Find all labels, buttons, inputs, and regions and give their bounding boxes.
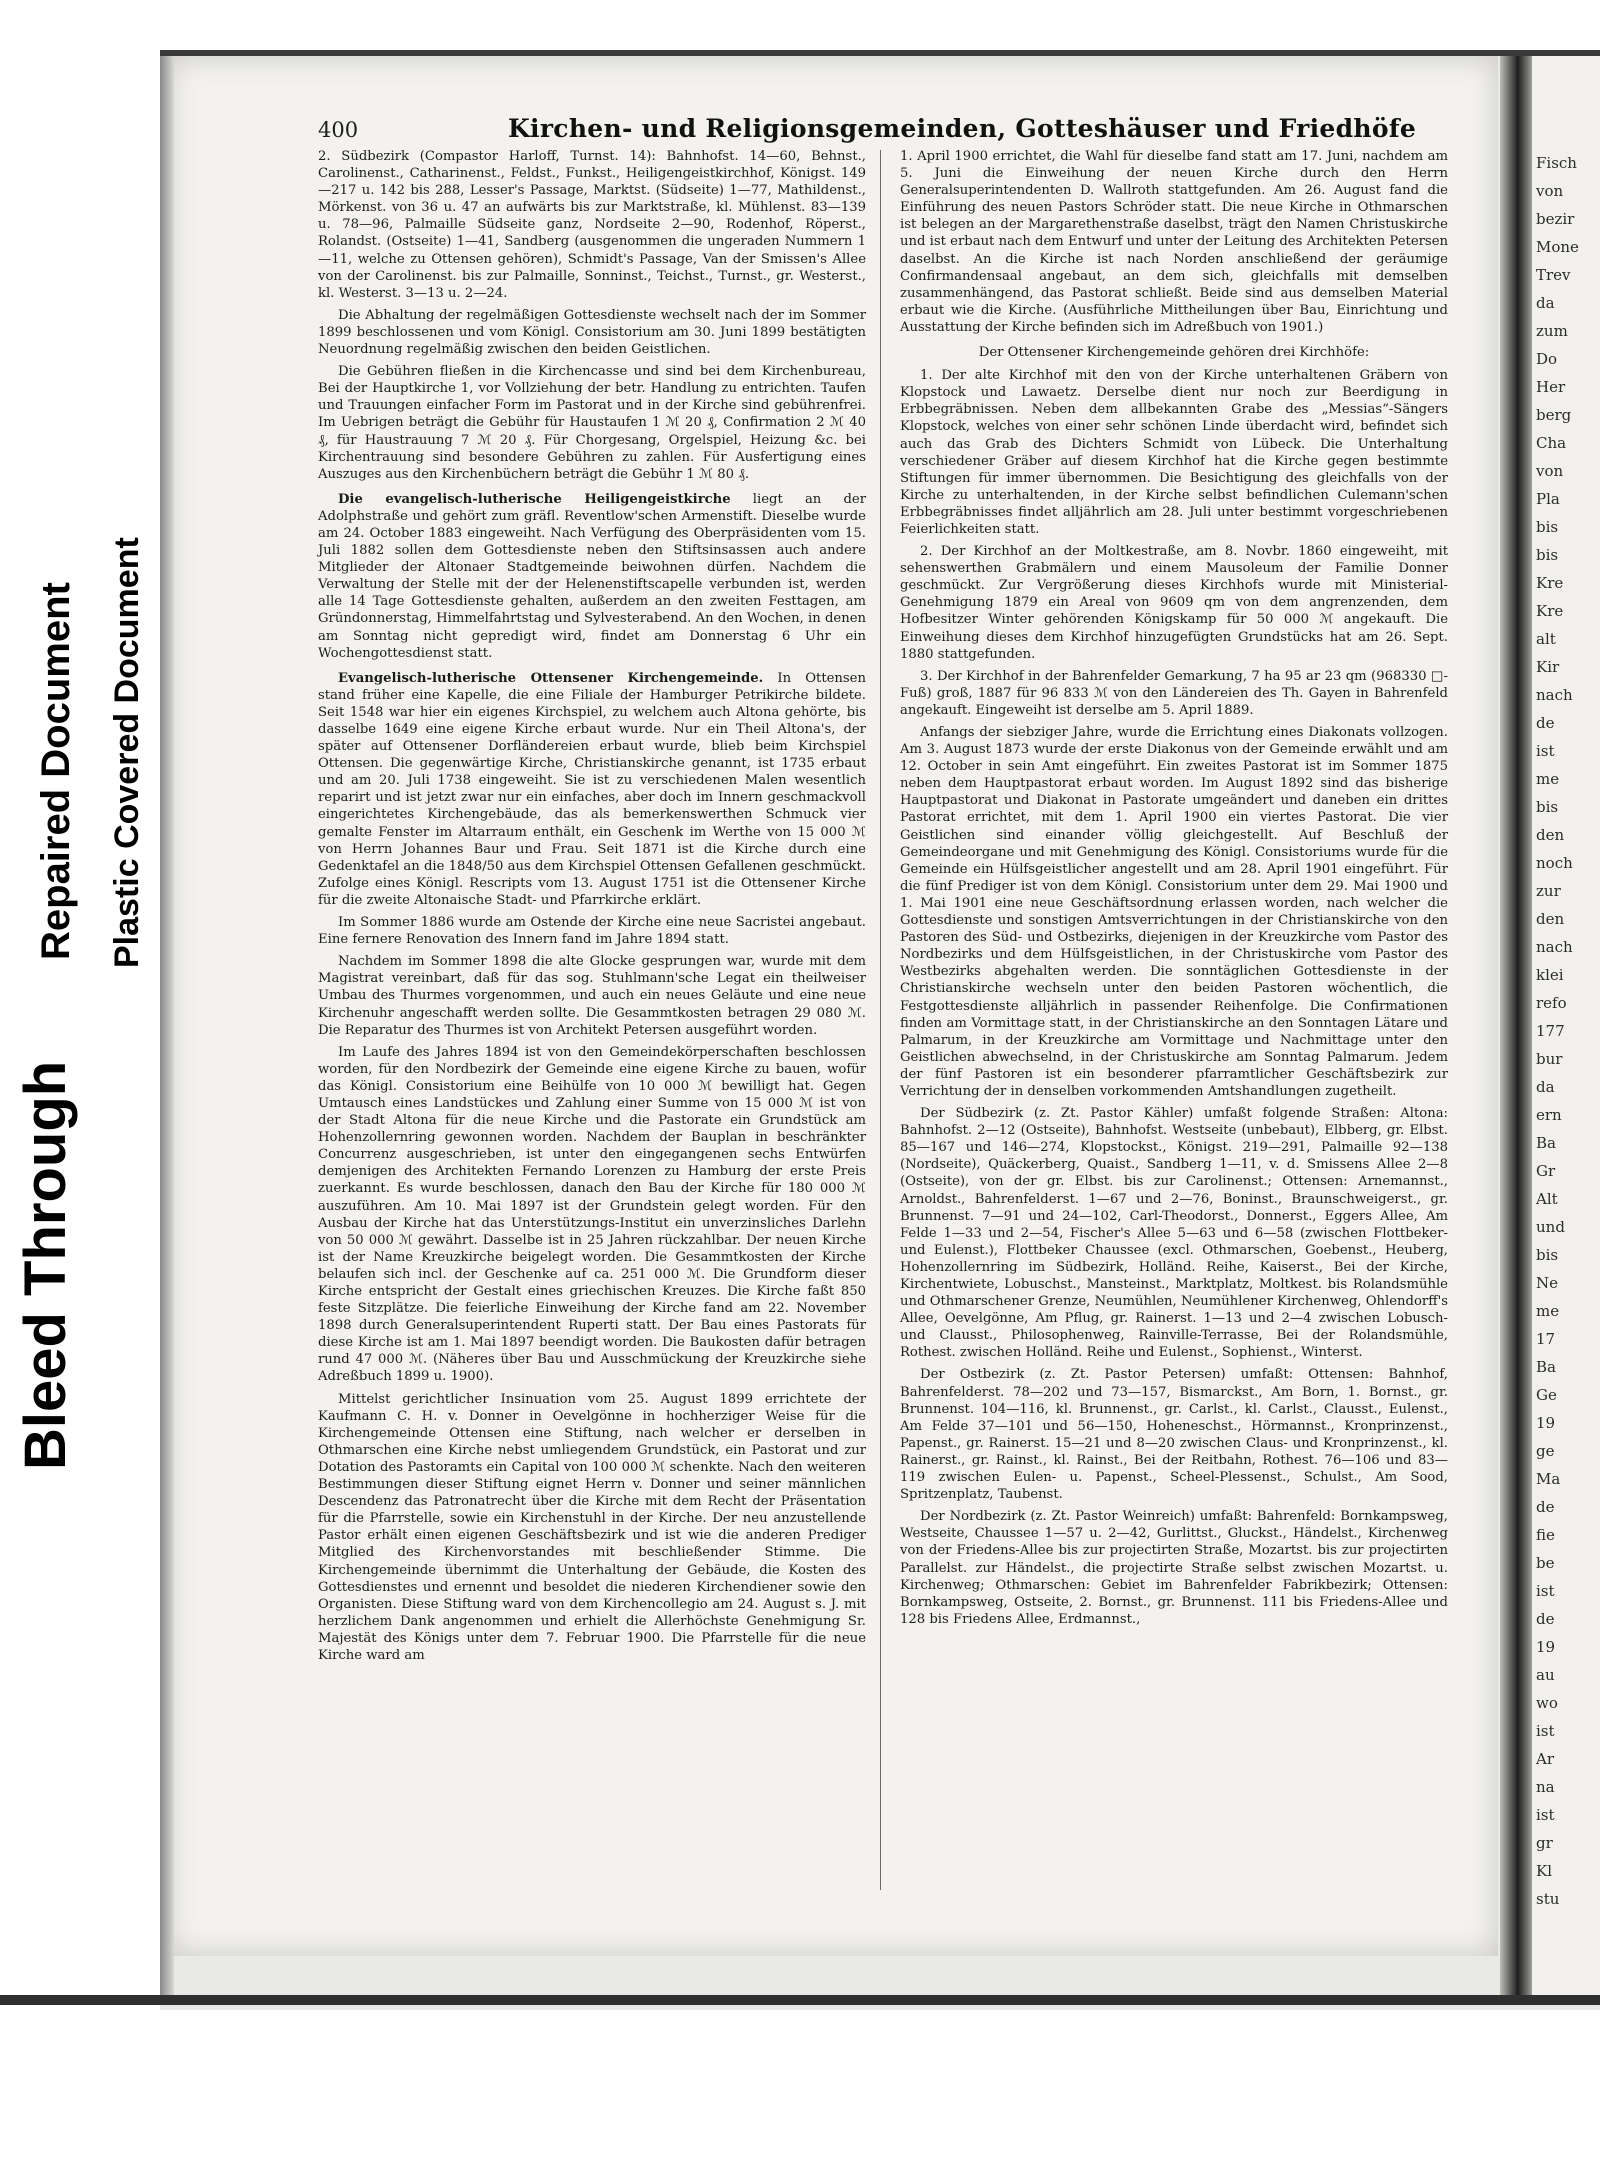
facing-page-text: Her <box>1536 378 1566 396</box>
scan-bottom-edge <box>0 1995 1600 2005</box>
facing-page-text: refo <box>1536 994 1567 1012</box>
facing-page-text: de <box>1536 1498 1555 1516</box>
facing-page-text: ist <box>1536 1722 1555 1740</box>
facing-page-text: 177 <box>1536 1022 1565 1040</box>
facing-page-text: von <box>1536 182 1564 200</box>
paragraph: Anfangs der siebziger Jahre, wurde die Errichtung eines Diakonats vollzogen. Am 3. August 1873 wurde der erste Diakonus von der Gemeinde erwählt und am 12. October in sein Amt eingeführt. Ein zweites Pastorat ist im Sommer 1875 neben dem Hauptpastorat erbaut worden. Im August 1892 sind das bisherige Hauptpastorat und Diakonat in Pastorate umgeändert und daneben ein drittes Pastorat errichtet, mit dem 1. April 1900 ein viertes Pastorat. Die vier Geistlichen sind einander völlig gleichgestellt. Auf Beschluß der Gemeindeorgane und mit Genehmigung des Königl. Consistoriums wurde für die Gemeinde ein Hülfsgeistlicher angestellt und am 28. April 1901 eingeführt. Für die fünf Prediger ist von dem Königl. Consistorium unter dem 29. Mai 1900 und 1. Mai 1901 eine neue Geschäftsordnung erlassen worden, nach welcher die Gottesdienste und sonstigen Amtsverrichtungen in der Christianskirche von den Pastoren des Süd- und Ostbezirks, diejenigen in der Kreuzkirche vom Pastor des Nordbezirks und dem Hülfsgeistlichen, in der Christuskirche vom Pastor des Westbezirks abgehalten werden. Die sonntäglichen Gottesdienste in der Christianskirche wechseln unter den beiden Pastoren wöchentlich, die Festgottesdienste alljährlich in passender Reihenfolge. Die Confirmationen finden am Vormittage statt, in der Christianskirche an den Sonntagen Lätare und Palmarum, in der Kreuzkirche am Vormittage und Nachmittage unter den Geistlichen abwechselnd, in der Christuskirche am Sonntag Palmarum. Jedem der fünf Pastoren ist ein besonderer pfarramtlicher Geschäftsbezirk zur Verrichtung der in denselben vorkommenden Amtshandlungen zugetheilt. <box>900 725 1448 1099</box>
facing-page-text: Kl <box>1536 1862 1553 1880</box>
facing-page-text: Ma <box>1536 1470 1561 1488</box>
facing-page-text: fie <box>1536 1526 1555 1544</box>
paragraph: Der Ostbezirk (z. Zt. Pastor Petersen) umfaßt: Ottensen: Bahnhof, Bahrenfelderst. 78—202 und 73—157, Bismarckst., Am Born, 1. Bornst., gr. Brunnenst. 104—116, kl. Brunnenst., gr. Carlst., kl. Carlst., Clausst., Eulenst., Am Felde 37—101 und 56—150, Hoheneschst., Hörmannst., Kronprinzenst., Papenst., gr. Rainerst. 15—21 und 8—20 zwischen Claus- und Kronprinzenst., kl. Rainerst., gr. Rainst., kl. Rainst., Bei der Reitbahn, Rothest. 76—106 und 83—119 zwischen Eulen- u. Papenst., Scheel-Plessenst., Schulst., Am Sood, Spritzenplatz, Taubenst. <box>900 1367 1448 1503</box>
paragraph: Die Abhaltung der regelmäßigen Gottesdienste wechselt nach der im Sommer 1899 beschlossenen und vom Königl. Consistorium am 30. Juni 1899 bestätigten Neuordnung regelmäßig zwischen den beiden Geistlichen. <box>318 307 866 358</box>
paragraph: Der Nordbezirk (z. Zt. Pastor Weinreich) umfaßt: Bahrenfeld: Bornkampsweg, Westseite, Chaussee 1—57 u. 2—42, Gurlittst., Gluckst., Händelst., Kirchenweg von der Friedens-Allee bis zur projectirten Straße, Mozartst. bis zur projectirten Parallelst. zur Händelst., die projectirte Straße selbst zwischen Mozartst. u. Kirchenweg; Othmarschen: Gebiet im Bahrenfelder Fabrikbezirk; Ottensen: Bornkampsweg, Ostseite, 2. Bornst., gr. Brunnenst. 111 bis Friedens-Allee und 128 bis Friedens Allee, Erdmannst., <box>900 1509 1448 1627</box>
facing-page-text: nach <box>1536 686 1573 704</box>
facing-page-text: bis <box>1536 1246 1559 1264</box>
facing-page-text: noch <box>1536 854 1573 872</box>
facing-page-text: au <box>1536 1666 1555 1684</box>
page-number: 400 <box>318 118 359 142</box>
facing-page-text: Kre <box>1536 574 1564 592</box>
facing-page-text: 17 <box>1536 1330 1556 1348</box>
book-gutter <box>1500 56 1532 1996</box>
facing-page-text: bezir <box>1536 210 1575 228</box>
facing-page-text: me <box>1536 1302 1560 1320</box>
facing-page-text: ist <box>1536 1806 1555 1824</box>
facing-page-text: Ne <box>1536 1274 1559 1292</box>
facing-page-text: zum <box>1536 322 1568 340</box>
facing-page-text: Alt <box>1536 1190 1558 1208</box>
paragraph: 2. Der Kirchhof an der Moltkestraße, am 8. Novbr. 1860 eingeweiht, mit sehenswerthen Grabmälern und einem Mausoleum der Familie Donner geschmückt. Zur Vergrößerung dieses Kirchhofs wurde mit Ministerial-Genehmigung 1879 ein Areal von 9609 qm von dem angrenzenden, dem Hofbesitzer Winter gehörenden Königskamp für 50 000 ℳ angekauft. Die Einweihung dieses dem Kirchhof hinzugefügten Grundstücks hat am 26. Sept. 1880 stattgefunden. <box>900 544 1448 662</box>
facing-page-text: wo <box>1536 1694 1558 1712</box>
facing-page-text: bis <box>1536 546 1559 564</box>
page-edge-shadow <box>160 56 174 1996</box>
facing-page-fragment <box>1532 56 1600 1996</box>
label-plastic-covered: Plastic Covered Document <box>108 537 146 968</box>
facing-page-text: den <box>1536 826 1565 844</box>
paragraph: 2. Südbezirk (Compastor Harloff, Turnst. 14): Bahnhofst. 14—60, Behnst., Carolinenst., Catharinenst., Feldst., Funkst., Heiligengeistkirchhof, Königst. 149—217 u. 142 bis 288, Lesser's Passage, Marktst. (Südseite) 1—77, Mathildenst., Mörkenst. von 36 u. 47 an aufwärts bis zur Marktstraße, kl. Mühlenst. 83—139 u. 78—96, Palmaille Südseite ganz, Nordseite 2—90, Rodenhof, Röperst., Rolandst. (Ostseite) 1—41, Sandberg (ausgenommen die ungeraden Nummern 1—11, welche zu Ottensen gehören), Schmidt's Passage, Van der Smissen's Allee von der Carolinenst. bis zur Palmaille, Sonninst., Teichst., Turnst., gr. Westerst., kl. Westerst. 3—13 u. 2—24. <box>318 149 866 301</box>
facing-page-text: den <box>1536 910 1565 928</box>
facing-page-text: ist <box>1536 742 1555 760</box>
paragraph: 1. April 1900 errichtet, die Wahl für dieselbe fand statt am 17. Juni, nachdem am 5. Juni die Einweihung der neuen Kirche durch den Herrn Generalsuperintendenten D. Wallroth stattgefunden. Am 26. August fand die Einführung des neuen Pastors Schröder statt. Die neue Kirche in Othmarschen ist belegen an der Margarethenstraße daselbst, trägt den Namen Christuskirche und ist erbaut nach dem Entwurf und unter der Leitung des Architekten Petersen daselbst. An die Kirche ist nach Norden anschließend der geräumige Confirmandensaal angebaut, an dem sich, gleichfalls mit demselben zusammenhängend, das Pastorat schließt. Beide sind aus demselben Material erbaut wie die Kirche. (Ausführliche Mittheilungen über Bau, Einrichtung und Ausstattung der Kirche befinden sich im Adreßbuch von 1901.) <box>900 149 1448 335</box>
facing-page-text: Gr <box>1536 1162 1556 1180</box>
facing-page-text: be <box>1536 1554 1555 1572</box>
facing-page-text: 19 <box>1536 1414 1556 1432</box>
paragraph: Nachdem im Sommer 1898 die alte Glocke gesprungen war, wurde mit dem Magistrat vereinbart, daß für das sog. Stuhlmann'sche Legat ein theilweiser Umbau des Thurmes vorgenommen, und auch ein neues Geläute und eine neue Kirchenuhr angeschafft werden sollte. Die Gesammtkosten betragen 29 080 ℳ. Die Reparatur des Thurmes ist von Architekt Petersen ausgeführt worden. <box>318 954 866 1038</box>
facing-page-text: ge <box>1536 1442 1555 1460</box>
left-column <box>318 148 866 1669</box>
facing-page-text: Cha <box>1536 434 1567 452</box>
section-heading: Die evangelisch-lutherische Heiligengeistkirche <box>338 491 731 507</box>
facing-page-text: bis <box>1536 798 1559 816</box>
paragraph: Die Gebühren fließen in die Kirchencasse und sind bei dem Kirchenbureau, Bei der Hauptkirche 1, vor Vollziehung der betr. Handlung zu entrichten. Taufen und Trauungen einfacher Form im Pastorat und in der Kirche sind gebührenfrei. Im Uebrigen beträgt die Gebühr für Haustaufen 1 ℳ 20 ₰, Confirmation 2 ℳ 40 ₰, für Haustrauung 7 ℳ 20 ₰. Für Chorgesang, Orgelspiel, Heizung &c. bei Kirchentrauung sind besondere Gebühren zu zahlen. Für Ausfertigung eines Auszuges aus den Kirchenbüchern beträgt die Gebühr 1 ℳ 80 ₰. <box>318 364 866 482</box>
facing-page-text: Do <box>1536 350 1558 368</box>
facing-page-text: Kre <box>1536 602 1564 620</box>
label-bleed-through: Bleed Through <box>13 1060 78 1470</box>
section-heading: Der Ottensener Kirchengemeinde gehören drei Kirchhöfe: <box>978 345 1370 361</box>
facing-page-text: Kir <box>1536 658 1560 676</box>
facing-page-text: zur <box>1536 882 1561 900</box>
facing-page-text: Mone <box>1536 238 1579 256</box>
facing-page-text: de <box>1536 1610 1555 1628</box>
paragraph: 3. Der Kirchhof in der Bahrenfelder Gemarkung, 7 ha 95 ar 23 qm (968330 □-Fuß) groß, 1887 für 96 833 ℳ von den Ländereien des Th. Gayen in Bahrenfeld angekauft. Eingeweiht ist derselbe am 5. April 1889. <box>900 668 1448 718</box>
facing-page-text: ern <box>1536 1106 1562 1124</box>
facing-page-text: von <box>1536 462 1564 480</box>
scan-labels <box>0 0 160 2177</box>
paragraph-text: liegt an der Adolphstraße und gehört zum gräfl. Reventlow'schen Armenstift. Dieselbe wurde am 24. October 1883 eingeweiht. Nach Verfügung des Oberpräsidenten vom 15. Juli 1882 sollen dem Gottesdienste neben den Stiftsinsassen auch andere Mitglieder der Altonaer Stadtgemeinde beiwohnen dürfen. Nachdem die Verwaltung der Stelle mit der der Helenenstiftscapelle verbunden ist, werden alle 14 Tage Gottesdienste gehalten, außerdem an den zweiten Festtagen, am Gründonnerstag, Himmelfahrtstag und Sylvesterabend. An den Wochen, in denen am Sonntag nicht gepredigt wird, findet am Donnerstag 6 Uhr ein Wochengottesdienst statt. <box>318 491 866 661</box>
running-title: Kirchen- und Religionsgemeinden, Gotteshäuser und Friedhöfe <box>508 114 1417 143</box>
facing-page-text: bur <box>1536 1050 1563 1068</box>
facing-page-text: alt <box>1536 630 1556 648</box>
facing-page-text: bis <box>1536 518 1559 536</box>
column-divider <box>880 150 881 1890</box>
paragraph: Im Sommer 1886 wurde am Ostende der Kirche eine neue Sacristei angebaut. Eine fernere Renovation des Innern fand im Jahre 1894 statt. <box>318 915 866 948</box>
facing-page-text: me <box>1536 770 1560 788</box>
facing-page-text: und <box>1536 1218 1565 1236</box>
facing-page-text: stu <box>1536 1890 1560 1908</box>
paragraph: Der Südbezirk (z. Zt. Pastor Kähler) umfaßt folgende Straßen: Altona: Bahnhofst. 2—12 (Ostseite), Bahnhofst. Westseite (unbebaut), Elbberg, gr. Elbst. 85—167 und 146—274, Klopstockst., Königst. 219—291, Palmaille 92—138 (Nordseite), Quäckerberg, Quaist., Sandberg 1—11, v. d. Smissens Allee 2—8 (Ostseite), von der gr. Elbst. bis zur Carolinenst.; Ottensen: Arnemannst., Arnoldst., Bahrenfelderst. 1—67 und 2—76, Boninst., Braunschweigerst., gr. Brunnenst. 7—91 und 24—102, Carl-Theodorst., Donnerst., Eggers Allee, Am Felde 1—33 und 2—54, Fischer's Allee 5—63 und 6—58 (zwischen Flottbeker- und Eulenst.), Flottbeker Chaussee (excl. Othmarschen, Goebenst., Heuberg, Hohenzollernring im Südbezirk, Holländ. Reihe, Kaiserst., Bei der Kirche, Kirchentwiete, Lobuschst., Mansteinst., Marktplatz, Moltkest. bis Rolandsmühle und Othmarschener Grenze, Neumühlen, Neumühlener Kirchenweg, Ohlendorff's Allee, Oevelgönne, Am Pflug, gr. Rainerst. 1—13 und 2—4 zwischen Lobusch- und Clausst., Philosophenweg, Rainville-Terrasse, Bei der Rolandsmühle, Rothest. zwischen Holländ. Reihe und Eulenst., Sophienst., Winterst. <box>900 1106 1448 1361</box>
facing-page-text: Pla <box>1536 490 1560 508</box>
paragraph: 1. Der alte Kirchhof mit den von der Kirche unterhaltenen Gräbern von Klopstock und Lawaetz. Derselbe dient nur noch zur Beerdigung in Erbbegräbnissen. Neben dem allbekannten Grabe des „Messias“-Sängers Klopstock, welches von einer sehr schönen Linde überdacht wird, befindet sich auch das Grab des Dichters Schmidt von Lübeck. Die Unterhaltung verschiedener Gräber auf diesem Kirchhof hat die Kirche gegen bestimmte Stiftungen für immer übernommen. Die Besichtigung des gleichfalls von der Kirche zu unterhaltenden, in der Kirche selbst befindlichen Culemann'schen Erbbegräbnisses findet alljährlich am 28. Juli unter bestimmt vorgeschriebenen Feierlichkeiten statt. <box>900 368 1448 537</box>
facing-page-text: Fisch <box>1536 154 1577 172</box>
facing-page-text: berg <box>1536 406 1572 424</box>
facing-page-text: da <box>1536 294 1555 312</box>
facing-page-text: Trev <box>1536 266 1571 284</box>
facing-page-text: 19 <box>1536 1638 1556 1656</box>
facing-page-text: gr <box>1536 1834 1553 1852</box>
facing-page-text: ist <box>1536 1582 1555 1600</box>
section-heading: Evangelisch-lutherische Ottensener Kirchengemeinde. <box>338 670 764 686</box>
paragraph: Im Laufe des Jahres 1894 ist von den Gemeindekörperschaften beschlossen worden, für den Nordbezirk der Gemeinde eine eigene Kirche zu bauen, wofür das Königl. Consistorium eine Beihülfe von 10 000 ℳ bewilligt hat. Gegen Umtausch eines Landstückes und Zahlung einer Summe von 15 000 ℳ ist von der Stadt Altona für die neue Kirche und die Pastorate ein Grundstück am Hohenzollernring gewonnen worden. Nachdem der Bauplan in beschränkter Concurrenz ausgeschrieben, ist unter den eingegangenen sechs Entwürfen demjenigen des Architekten Fernando Lorenzen zu Hamburg der erste Preis zuerkannt. Es wurde beschlossen, danach den Bau der Kirche für 180 000 ℳ auszuführen. Am 10. Mai 1897 ist der Grundstein gelegt worden. Für den Ausbau der Kirche hat das Unterstützungs-Institut ein unverzinsliches Darlehn von 50 000 ℳ gewährt. Dasselbe ist in 25 Jahren rückzahlbar. Der neuen Kirche ist der Name Kreuzkirche beigelegt worden. Die Gesammtkosten der Kirche belaufen sich incl. der Geschenke auf ca. 251 000 ℳ. Die Grundform dieser Kirche entspricht der Gestalt eines griechischen Kreuzes. Die Kirche faßt 850 feste Sitzplätze. Die feierliche Einweihung der Kirche fand am 22. November 1898 durch Generalsuperintendent Ruperti statt. Der Bau eines Pastorats für diese Kirche ist am 1. Mai 1897 beendigt worden. Die Baukosten dafür betragen rund 47 000 ℳ. (Näheres über Bau und Ausschmückung der Kreuzkirche siehe Adreßbuch 1899 u. 1900). <box>318 1044 866 1385</box>
label-repaired-document: Repaired Document <box>34 582 78 960</box>
facing-page-text: klei <box>1536 966 1564 984</box>
facing-page-text: Ge <box>1536 1386 1557 1404</box>
facing-page-text: Ar <box>1536 1750 1555 1768</box>
paragraph <box>318 491 866 662</box>
paragraph <box>318 670 866 909</box>
facing-page-text: de <box>1536 714 1555 732</box>
facing-page-text: nach <box>1536 938 1573 956</box>
facing-page-text: Ba <box>1536 1134 1556 1152</box>
facing-page-text: da <box>1536 1078 1555 1096</box>
facing-page-text: Ba <box>1536 1358 1556 1376</box>
right-column <box>900 148 1448 1633</box>
facing-page-text: na <box>1536 1778 1555 1796</box>
paragraph: Mittelst gerichtlicher Insinuation vom 25. August 1899 errichtete der Kaufmann C. H. v. Donner in Oevelgönne in hochherziger Weise für die Kirchengemeinde Ottensen eine Stiftung, nach welcher er derselben in Othmarschen eine Kirche nebst umliegendem Grundstück, ein Pastorat und zur Dotation des Pastoramts ein Capital von 100 000 ℳ schenkte. Nach den weiteren Bestimmungen dieser Stiftung eignet Herrn v. Donner und seiner männlichen Descendenz das Patronatrecht über die Kirche mit dem Recht der Präsentation für die Pfarrstelle, sowie ein Kirchenstuhl in der Kirche. Der neu anzustellende Pastor erhält einen eigenen Geschäftsbezirk und ist wie die anderen Prediger Mitglied des Kirchenvorstandes mit beschließender Stimme. Die Kirchengemeinde übernimmt die Unterhaltung der Gebäude, die Kosten des Gottesdienstes und ernennt und besoldet die niederen Kirchendiener sowie den Organisten. Diese Stiftung ward von dem Kirchencollegio am 24. August s. J. mit herzlichem Dank angenommen und erhielt die Allerhöchste Genehmigung Sr. Majestät des Königs unter dem 7. Februar 1900. Die Pfarrstelle für die neue Kirche ward am <box>318 1391 866 1663</box>
paragraph-text: In Ottensen stand früher eine Kapelle, die eine Filiale der Hamburger Petrikirche bildete. Seit 1548 war hier ein eigenes Kirchspiel, zu welchem auch Altona gehörte, bis dasselbe 1649 eine eigene Kirche erbaut wurde. Nur ein Theil Altona's, der später auf Ottensener Dorfländereien erbaut wurde, blieb beim Kirchspiel Ottensen. Die gegenwärtige Kirche, Christianskirche genannt, ist 1735 erbaut und am 20. Juli 1738 eingeweiht. Sie ist zu verschiedenen Malen wesentlich reparirt und ist jetzt zwar nur ein einfaches, aber doch im Innern geschmackvoll eingerichtetes Kirchengebäude, das als bemerkenswerthen Schmuck vier gemalte Fenster im Altarraum enthält, ein Geschenk im Werthe von 15 000 ℳ von Herrn Johannes Baur und Frau. Seit 1871 ist die Kirche durch eine Gedenktafel an die 1848/50 aus dem Kirchspiel Ottensen Gefallenen geschmückt. Zufolge eines Königl. Rescripts vom 13. August 1751 ist die Ottensener Kirche für die zweite Altonaische Stadt- und Pfarrkirche erklärt. <box>318 670 866 908</box>
